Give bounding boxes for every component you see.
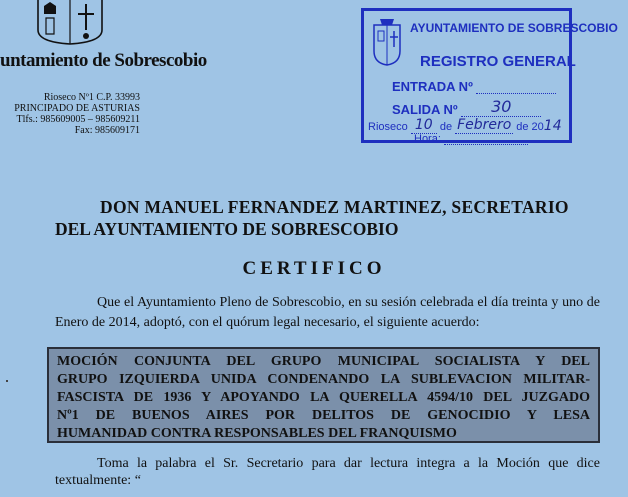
municipal-crest-icon	[30, 0, 110, 44]
salida-label: SALIDA Nº	[392, 102, 458, 117]
motion-title-box	[47, 347, 600, 443]
entrada-blank	[476, 93, 556, 94]
entrada-label: ENTRADA Nº	[392, 79, 473, 94]
stamp-date	[368, 117, 562, 134]
fax-number: Fax: 985609171	[74, 125, 140, 136]
letterhead-address	[0, 92, 140, 136]
motion-line: GRUPO IZQUIERDA UNIDA CONDENANDO LA SUBLEVACION MILITAR-	[57, 372, 590, 387]
stamp-hora	[414, 133, 528, 145]
registry-stamp	[361, 8, 618, 145]
address-region: PRINCIPADO DE ASTURIAS	[14, 103, 140, 114]
municipality-name: untamiento de Sobrescobio	[0, 50, 207, 71]
toma-paragraph	[55, 455, 600, 489]
phone-numbers: Tlfs.: 985609005 – 985609211	[16, 114, 140, 125]
stamp-title: AYUNTAMIENTO DE SOBRESCOBIO	[410, 21, 618, 35]
stamp-de-year: de 20	[516, 121, 544, 133]
heading-line-2: DEL AYUNTAMIENTO DE SOBRESCOBIO	[55, 219, 399, 239]
heading-line-1: DON MANUEL FERNANDEZ MARTINEZ, SECRETARIO	[100, 197, 569, 217]
motion-line: Nº1 DE BUENOS AIRES POR DELITOS DE GENOCIDIO Y LESA	[57, 408, 590, 423]
salida-number: 30	[491, 97, 512, 116]
motion-line: HUMANIDAD CONTRA RESPONSABLES DEL FRANQUISMO	[57, 426, 457, 441]
stamp-year: 14	[543, 118, 562, 134]
address-line: Rioseco Nº1 C.P. 33993	[43, 92, 140, 103]
stamp-crest-icon	[370, 17, 404, 67]
margin-mark	[6, 380, 8, 382]
stamp-day: 10	[414, 117, 433, 133]
motion-line: FASCISTA DE 1936 Y APOYANDO LA QUERELLA 4594/10 DEL JUZGADO	[57, 390, 590, 405]
stamp-entrada	[392, 79, 556, 94]
secretary-heading	[55, 196, 600, 240]
hora-blank	[444, 144, 528, 145]
stamp-salida	[392, 97, 541, 117]
certifico-title: CERTIFICO	[242, 258, 386, 279]
stamp-place: Rioseco	[368, 121, 408, 133]
intro-paragraph	[55, 293, 600, 333]
motion-line: MOCIÓN CONJUNTA DEL GRUPO MUNICIPAL SOCIALISTA Y DEL	[57, 354, 590, 369]
intro-text: Que el Ayuntamiento Pleno de Sobrescobio, en su sesión celebrada el día treinta y uno de Enero de 2014, adoptó, con el quórum legal necesario, el siguiente acuerdo:	[55, 295, 600, 330]
toma-text: Toma la palabra el Sr. Secretario para dar lectura integra a la Moción que dice textualmente: “	[55, 456, 600, 488]
stamp-month: Febrero	[457, 117, 512, 133]
hora-label: Hora:	[414, 133, 441, 145]
stamp-registry: REGISTRO GENERAL	[420, 53, 576, 70]
stamp-de: de	[439, 121, 453, 133]
